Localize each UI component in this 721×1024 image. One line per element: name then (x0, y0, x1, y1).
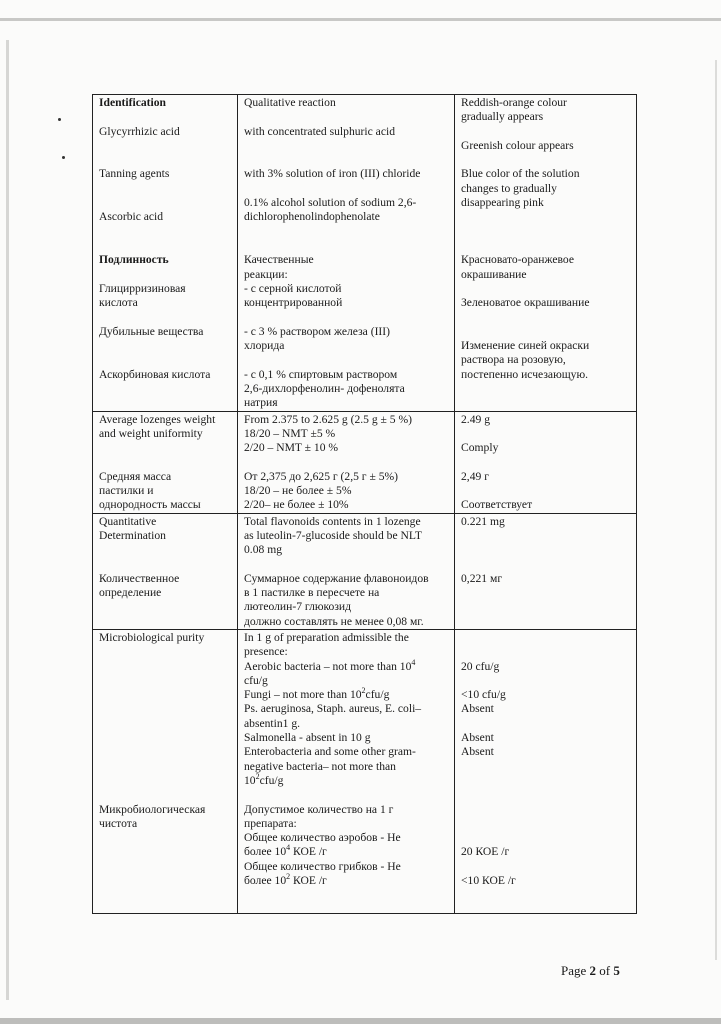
entero-result: Absent (461, 745, 494, 759)
mass-spec-ru: 18/20 – не более ± 5% (244, 484, 352, 498)
quant-spec: 0.08 mg (244, 543, 283, 557)
glyc-label-ru: Глицирризиновая (99, 281, 186, 295)
identification-heading: Identification (99, 96, 166, 109)
aerobic-result-ru: 20 КОЕ /г (461, 845, 510, 859)
mass-spec-ru: От 2,375 до 2,625 г (2,5 г ± 5%) (244, 469, 399, 483)
quant-param: Quantitative (99, 514, 157, 528)
result-text: gradually appears (461, 110, 544, 124)
mass-spec: 2/20 – NMT ± 10 % (244, 441, 339, 455)
mass-spec: 18/20 – NMT ±5 % (244, 426, 336, 440)
entero-spec: Enterobacteria and some other gram- (244, 745, 416, 759)
spec-cell (238, 411, 455, 513)
specification-table (92, 94, 637, 914)
tanning-result: changes to gradually (461, 181, 557, 195)
fungi-spec: Fungi – not more than $10^2cfu/g$ (244, 686, 390, 702)
param-cell (93, 95, 238, 412)
scan-speck (58, 118, 61, 121)
quant-param-ru: Количественное (99, 571, 180, 585)
salmonella-spec: Salmonella - absent in 10 g (244, 731, 371, 745)
result-text-ru: Красновато-оранжевое (461, 253, 574, 267)
entero-spec: $10^2cfu/g$ (244, 772, 284, 787)
ps-result: Absent (461, 702, 494, 716)
tan-result-ru: постепенно исчезающую. (461, 367, 589, 381)
spec-cell (238, 629, 455, 913)
micro-intro-ru: препарата: (244, 816, 297, 830)
mass-result: Comply (461, 441, 499, 455)
result-cell (455, 513, 637, 629)
quant-spec-ru: должно составлять не менее 0,08 мг. (244, 614, 424, 628)
result-cell (455, 411, 637, 513)
glyc-method-ru: - с серной кислотой (244, 281, 342, 295)
quant-result-ru: 0,221 мг (461, 571, 503, 585)
method-text: Qualitative reaction (244, 96, 336, 109)
scan-edge-left (6, 40, 9, 1000)
aerobic-spec-ru: Общее количество аэробов - Не (244, 831, 401, 845)
fungi-result: <10 cfu/g (461, 688, 506, 702)
aerobic-spec: cfu/g (244, 673, 268, 687)
quant-result: 0.221 mg (461, 514, 505, 528)
glyc-result-ru: Зеленоватое окрашивание (461, 296, 590, 310)
param-cell (93, 629, 238, 913)
aerobic-spec-ru: более $10^4$ КОЕ /г (244, 843, 327, 859)
spec-cell (238, 95, 455, 412)
result-text-ru: окрашивание (461, 267, 527, 281)
table-row-microbiological (93, 629, 637, 913)
tanning-label: Tanning agents (99, 167, 170, 181)
micro-intro-ru: Допустимое количество на 1 г (244, 802, 394, 816)
result-text: Reddish-orange colour (461, 96, 567, 109)
tan-method-ru: хлорида (244, 339, 285, 353)
mass-spec: From 2.375 to 2.625 g (2.5 g ± 5 %) (244, 412, 413, 426)
glycyrrhizic-method: with concentrated sulphuric acid (244, 124, 395, 138)
salmonella-result: Absent (461, 731, 494, 745)
micro-param-ru: Микробиологическая (99, 802, 206, 816)
scan-edge-bottom (0, 1018, 721, 1024)
aerobic-spec: Aerobic bacteria – not more than $10^4$ (244, 657, 416, 673)
glycyrrhizic-label: Glycyrrhizic acid (99, 124, 180, 138)
micro-param-ru: чистота (99, 816, 138, 830)
scan-edge-top (0, 18, 721, 21)
aerobic-result: 20 cfu/g (461, 659, 500, 673)
quant-spec-ru: лютеолин-7 глюкозид (244, 600, 352, 614)
identification-heading-ru: Подлинность (99, 253, 169, 267)
mass-result-ru: Соответствует (461, 498, 533, 512)
quant-spec: Total flavonoids contents in 1 lozenge (244, 514, 421, 528)
fungi-result-ru: <10 КОЕ /г (461, 874, 516, 888)
tan-result-ru: Изменение синей окраски (461, 339, 590, 353)
ps-spec: absentin1 g. (244, 716, 301, 730)
spec-cell (238, 513, 455, 629)
mass-result: 2.49 g (461, 412, 490, 426)
quant-spec-ru: Суммарное содержание флавоноидов (244, 571, 429, 585)
result-cell (455, 629, 637, 913)
tanning-method: with 3% solution of iron (III) chloride (244, 167, 421, 181)
scan-edge-right (715, 60, 717, 960)
method-text-ru: реакции: (244, 267, 288, 281)
micro-intro: In 1 g of preparation admissible the (244, 630, 409, 644)
ascorbic-label: Ascorbic acid (99, 210, 164, 224)
tan-method-ru: - с 3 % раствором железа (III) (244, 324, 391, 338)
glycyrrhizic-result: Greenish colour appears (461, 138, 574, 152)
mass-param: Average lozenges weight (99, 412, 216, 426)
tan-result-ru: раствора на розовую, (461, 353, 566, 367)
ascorbic-method: 0.1% alcohol solution of sodium 2,6- (244, 196, 417, 210)
mass-param: and weight uniformity (99, 426, 203, 440)
tanning-result: Blue color of the solution (461, 167, 580, 181)
mass-param-ru: однородность массы (99, 498, 201, 512)
mass-param-ru: Средняя масса (99, 469, 172, 483)
micro-param: Microbiological purity (99, 630, 205, 644)
tanning-result: disappearing pink (461, 196, 544, 210)
quant-param: Determination (99, 528, 166, 542)
ascorbic-method: dichlorophenolindophenolate (244, 210, 380, 224)
glyc-method-ru: концентрированной (244, 296, 343, 310)
page-number: Page 2 of 5 (561, 963, 620, 978)
table-row-quantitative (93, 513, 637, 629)
fungi-spec-ru: более $10^2$ КОЕ /г (244, 872, 327, 888)
quant-spec: as luteolin-7-glucoside should be NLT (244, 528, 422, 542)
glyc-label-ru: кислота (99, 296, 138, 310)
scan-speck (62, 156, 65, 159)
asc-label-ru: Аскорбиновая кислота (99, 367, 211, 381)
ps-spec: Ps. aeruginosa, Staph. aureus, E. coli– (244, 702, 422, 716)
asc-method-ru: 2,6-дихлорфенолин- дофенолята (244, 381, 405, 395)
mass-param-ru: пастилки и (99, 484, 154, 498)
result-cell (455, 95, 637, 412)
table-row-identification (93, 95, 637, 412)
mass-result-ru: 2,49 г (461, 469, 489, 483)
micro-intro: presence: (244, 645, 288, 659)
method-text-ru: Качественные (244, 253, 314, 267)
param-cell (93, 513, 238, 629)
param-cell (93, 411, 238, 513)
entero-spec: negative bacteria– not more than (244, 759, 396, 773)
fungi-spec-ru: Общее количество грибков - Не (244, 859, 401, 873)
quant-param-ru: определение (99, 585, 162, 599)
table-row-mass (93, 411, 637, 513)
asc-method-ru: натрия (244, 396, 278, 410)
mass-spec-ru: 2/20– не более ± 10% (244, 498, 349, 512)
asc-method-ru: - с 0,1 % спиртовым раствором (244, 367, 398, 381)
tan-label-ru: Дубильные вещества (99, 324, 204, 338)
quant-spec-ru: в 1 пастилке в пересчете на (244, 586, 380, 600)
